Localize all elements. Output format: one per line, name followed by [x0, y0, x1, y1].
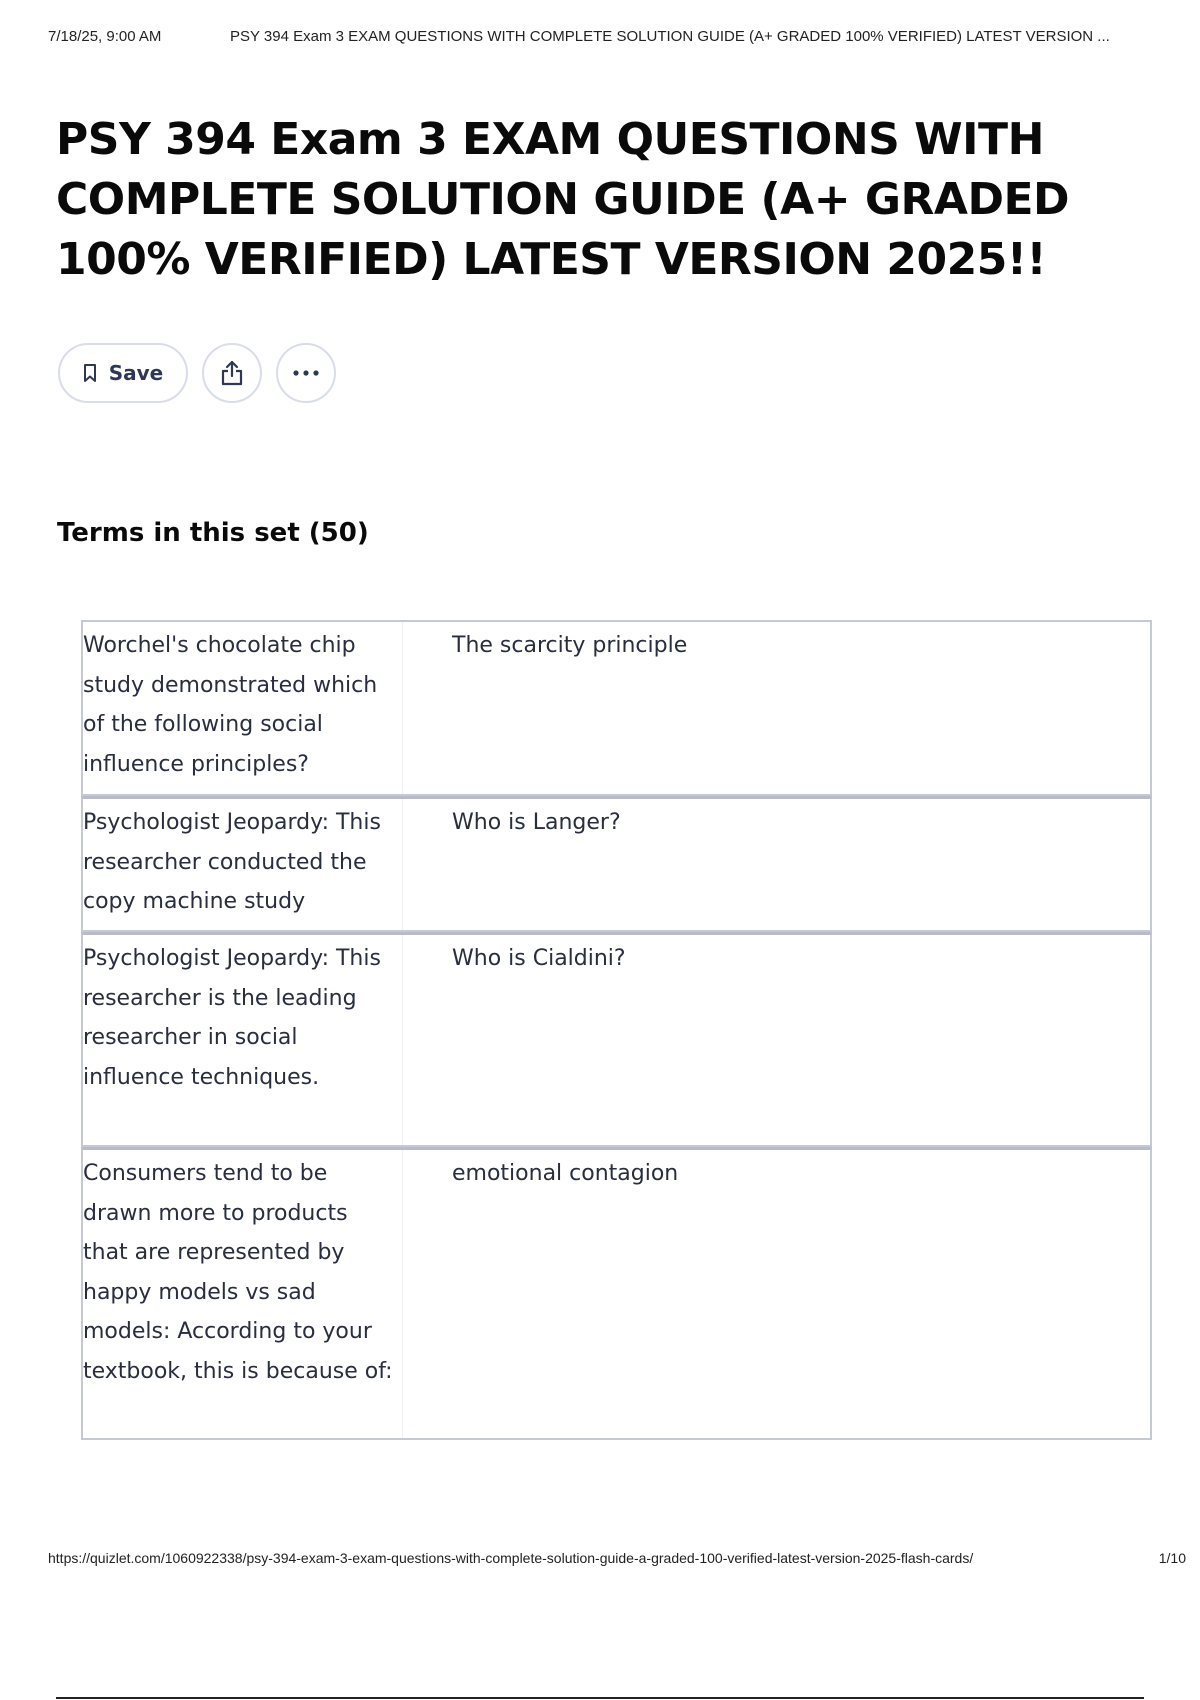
- definition-text: Who is Langer?: [452, 810, 621, 835]
- term-row[interactable]: [81, 620, 1152, 796]
- print-doc-title: PSY 394 Exam 3 EXAM QUESTIONS WITH COMPLETE SOLUTION GUIDE (A+ GRADED 100% VERIFIED) LATEST VERSION ...: [230, 28, 1110, 45]
- definition-text: Who is Cialdini?: [452, 946, 626, 971]
- bookmark-icon: [83, 363, 97, 383]
- page-title: PSY 394 Exam 3 EXAM QUESTIONS WITH COMPLETE SOLUTION GUIDE (A+ GRADED 100% VERIFIED) LATEST VERSION 2025!!: [56, 114, 1070, 285]
- share-button[interactable]: [202, 343, 262, 403]
- more-options-button[interactable]: [276, 343, 336, 403]
- term-text: Worchel's chocolate chip study demonstrated which of the following social influence principles?: [83, 622, 403, 794]
- share-icon: [219, 359, 245, 387]
- print-url: https://quizlet.com/1060922338/psy-394-exam-3-exam-questions-with-complete-solution-guide-a-graded-100-verified-latest-version-2025-flash-cards/: [48, 1550, 974, 1566]
- terms-list: [81, 620, 1152, 1440]
- page-divider: [56, 1697, 1144, 1699]
- term-row[interactable]: [81, 796, 1152, 932]
- action-bar: [58, 343, 336, 403]
- print-date: 7/18/25, 9:00 AM: [48, 28, 162, 45]
- terms-heading: Terms in this set (50): [57, 518, 369, 548]
- term-text: Psychologist Jeopardy: This researcher conducted the copy machine study: [83, 799, 403, 930]
- term-row[interactable]: [81, 932, 1152, 1147]
- term-text: Consumers tend to be drawn more to products that are represented by happy models vs sad models: According to your textbook, this is because of:: [83, 1150, 403, 1438]
- save-button-label: Save: [108, 361, 164, 385]
- term-row[interactable]: [81, 1147, 1152, 1440]
- print-footer: [48, 1550, 1186, 1574]
- more-dots-icon: [293, 370, 319, 376]
- definition-text: emotional contagion: [452, 1161, 679, 1186]
- save-button[interactable]: [58, 343, 188, 403]
- print-header: [48, 28, 1176, 52]
- term-text: Psychologist Jeopardy: This researcher is the leading researcher in social influence techniques.: [83, 935, 403, 1145]
- page-number: 1/10: [1158, 1550, 1186, 1566]
- definition-text: The scarcity principle: [452, 633, 688, 658]
